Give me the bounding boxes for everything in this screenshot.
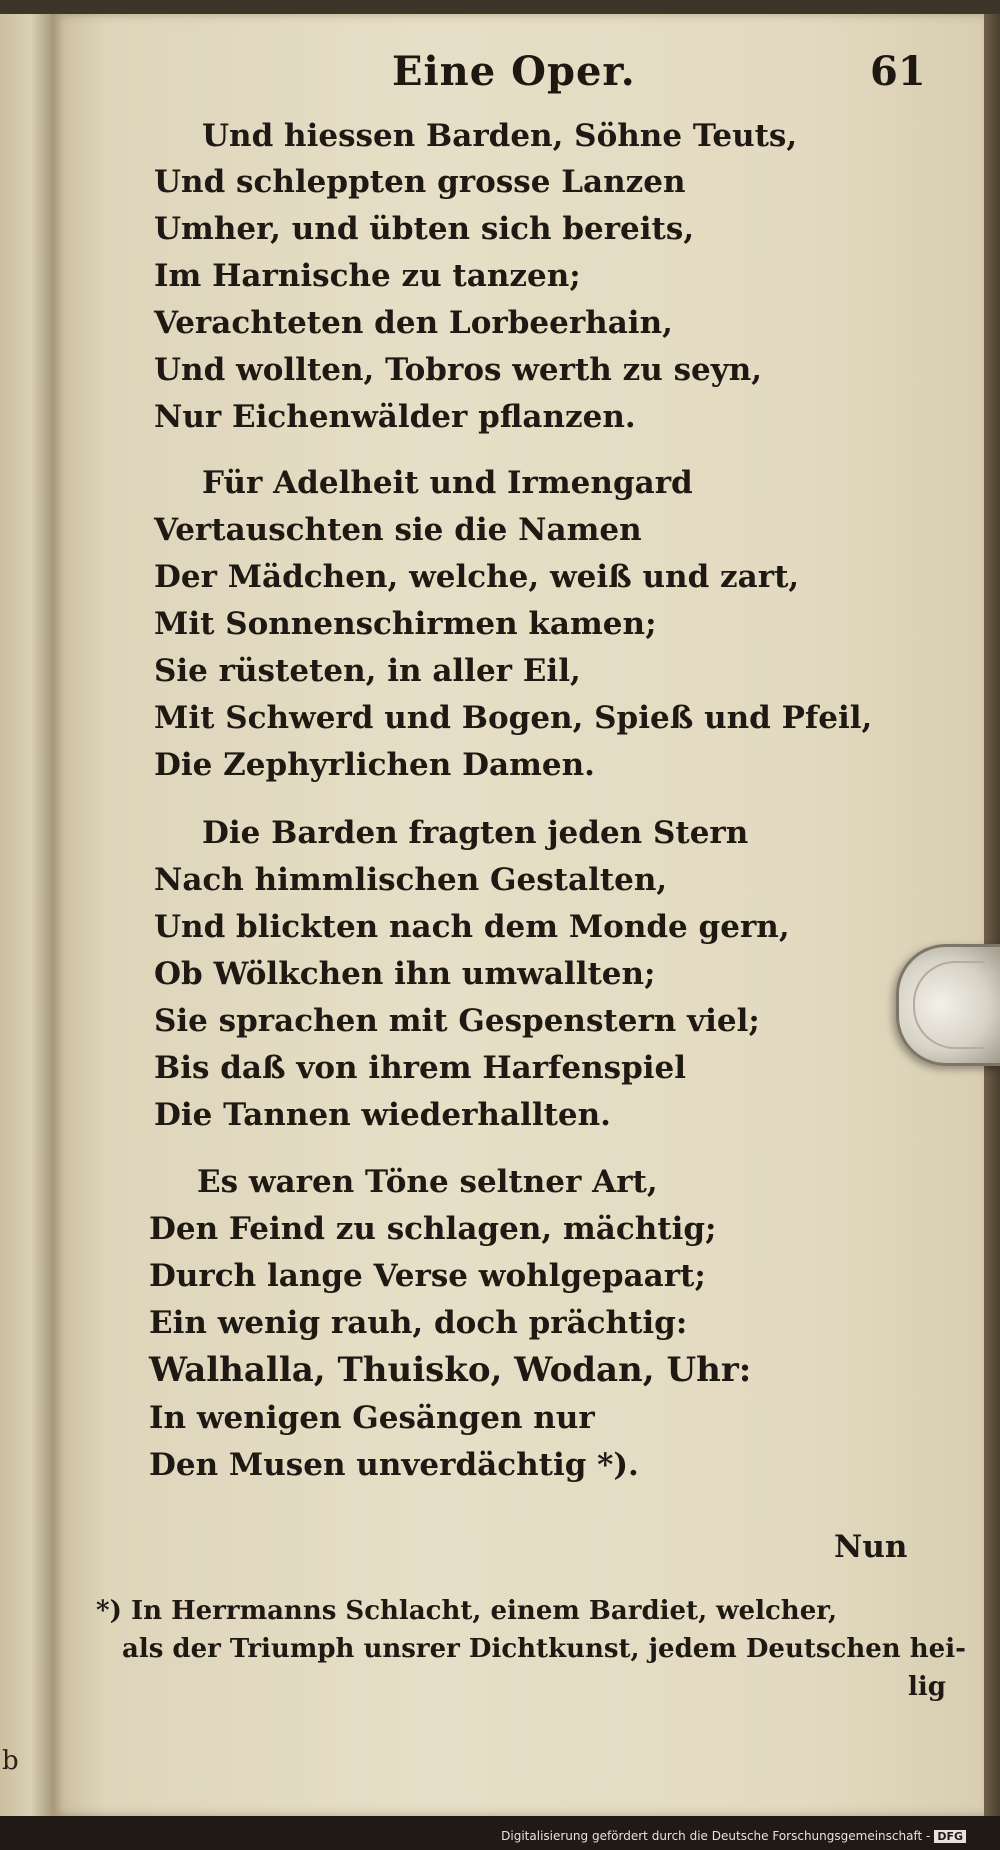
page-clip-inner bbox=[913, 961, 985, 1049]
verse-line: In wenigen Gesängen nur bbox=[149, 1400, 595, 1436]
verse-line: Nur Eichenwälder pflanzen. bbox=[154, 399, 636, 435]
footnote-line: *) In Herrmanns Schlacht, einem Bardiet, welcher, bbox=[96, 1596, 838, 1626]
catchword: Nun bbox=[834, 1529, 908, 1565]
verse-line: Den Musen unverdächtig *). bbox=[149, 1447, 639, 1483]
scan-top-edge bbox=[0, 0, 1000, 14]
dfg-logo: DFG bbox=[934, 1830, 966, 1843]
verse-line: Sie rüsteten, in aller Eil, bbox=[154, 653, 581, 689]
page-number: 61 bbox=[870, 48, 926, 95]
verse-line: Die Zephyrlichen Damen. bbox=[154, 747, 595, 783]
verse-line: Und blickten nach dem Monde gern, bbox=[154, 909, 790, 945]
page-clip bbox=[896, 944, 1000, 1066]
verse-line: Es waren Töne seltner Art, bbox=[197, 1164, 658, 1200]
verse-line: Und hiessen Barden, Söhne Teuts, bbox=[202, 118, 798, 154]
footnote-line: lig bbox=[908, 1672, 946, 1702]
verse-line: Mit Sonnenschirmen kamen; bbox=[154, 606, 657, 642]
verse-line: Sie sprachen mit Gespenstern viel; bbox=[154, 1003, 760, 1039]
verse-line: Mit Schwerd und Bogen, Spieß und Pfeil, bbox=[154, 700, 873, 736]
right-book-edge bbox=[984, 14, 1000, 1816]
verse-line: Die Tannen wiederhallten. bbox=[154, 1097, 611, 1133]
verse-line: Bis daß von ihrem Harfenspiel bbox=[154, 1050, 687, 1086]
running-title: Eine Oper. bbox=[392, 48, 636, 95]
verse-line: Vertauschten sie die Namen bbox=[154, 512, 642, 548]
digitization-credit bbox=[501, 1829, 966, 1843]
left-page-edge bbox=[0, 14, 52, 1816]
verse-line: Und wollten, Tobros werth zu seyn, bbox=[154, 352, 763, 388]
verse-line: Und schleppten grosse Lanzen bbox=[154, 164, 686, 200]
verse-line: Im Harnische zu tanzen; bbox=[154, 258, 581, 294]
verse-line: Die Barden fragten jeden Stern bbox=[202, 815, 749, 851]
page-header bbox=[52, 48, 984, 108]
verse-line: Der Mädchen, welche, weiß und zart, bbox=[154, 559, 800, 595]
credit-text: Digitalisierung gefördert durch die Deutsche Forschungsgemeinschaft - bbox=[501, 1829, 931, 1843]
verse-line: Verachteten den Lorbeerhain, bbox=[154, 305, 673, 341]
verse-line: Umher, und übten sich bereits, bbox=[154, 211, 695, 247]
verse-line: Walhalla, Thuisko, Wodan, Uhr: bbox=[149, 1350, 752, 1390]
verse-line: Durch lange Verse wohlgepaart; bbox=[149, 1258, 706, 1294]
left-page-mark: b bbox=[2, 1746, 19, 1776]
book-page bbox=[52, 14, 984, 1816]
verse-line: Ein wenig rauh, doch prächtig: bbox=[149, 1305, 688, 1341]
verse-line: Nach himmlischen Gestalten, bbox=[154, 862, 668, 898]
verse-line: Ob Wölkchen ihn umwallten; bbox=[154, 956, 656, 992]
verse-line: Für Adelheit und Irmengard bbox=[202, 465, 693, 501]
verse-line: Den Feind zu schlagen, mächtig; bbox=[149, 1211, 717, 1247]
footnote-line: als der Triumph unsrer Dichtkunst, jedem Deutschen hei- bbox=[122, 1634, 966, 1664]
